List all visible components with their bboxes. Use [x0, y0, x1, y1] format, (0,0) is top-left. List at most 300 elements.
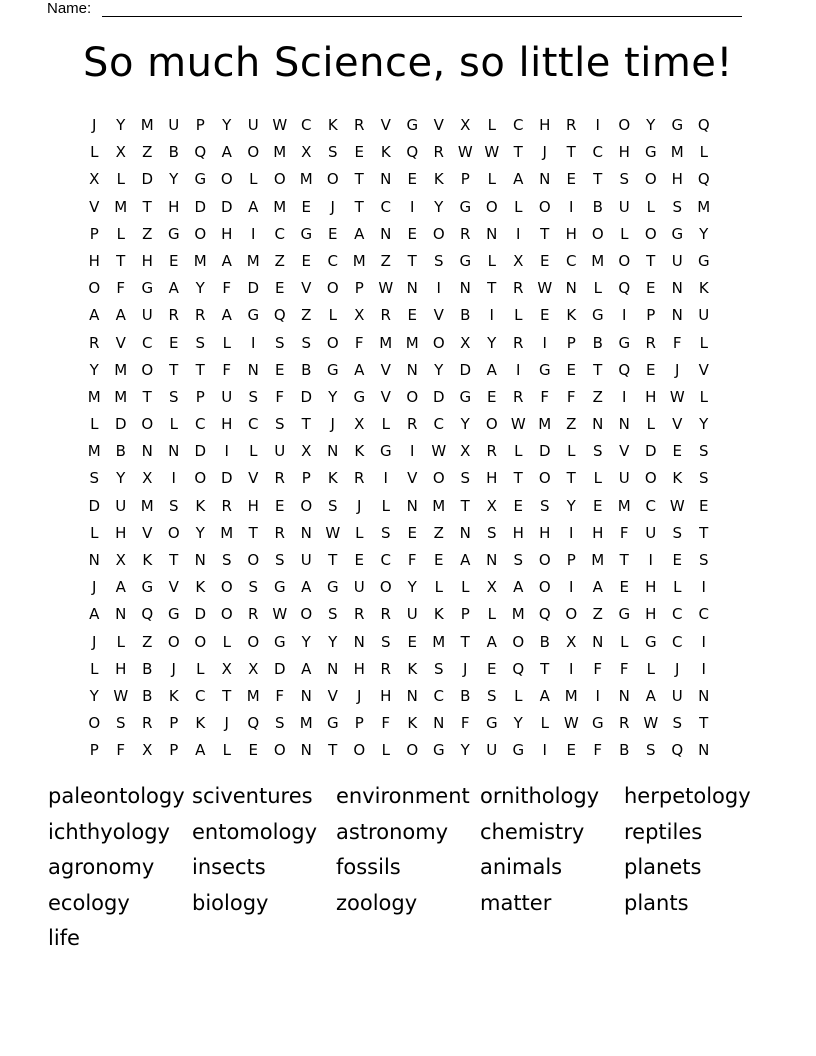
grid-letter: W — [457, 143, 473, 162]
grid-letter: L — [381, 496, 390, 515]
grid-letter: H — [645, 605, 657, 624]
grid-letter: O — [88, 279, 101, 298]
grid-letter: L — [381, 415, 390, 434]
grid-letter: G — [326, 578, 339, 597]
word-list-item: environment — [336, 784, 470, 808]
grid-letter: J — [357, 496, 362, 515]
grid-letter: O — [538, 578, 551, 597]
grid-letter: M — [564, 686, 578, 705]
grid-letter: B — [592, 197, 603, 216]
grid-letter: N — [592, 632, 604, 651]
grid-letter: S — [89, 469, 100, 488]
grid-letter: S — [592, 442, 603, 461]
grid-letter: V — [380, 387, 391, 406]
grid-letter: Z — [380, 251, 391, 270]
grid-letter: X — [89, 170, 100, 189]
grid-letter: L — [514, 306, 523, 325]
grid-letter: R — [380, 659, 391, 678]
grid-letter: S — [433, 659, 444, 678]
grid-letter: A — [486, 632, 497, 651]
grid-letter: C — [195, 415, 206, 434]
grid-letter: U — [486, 741, 498, 760]
grid-letter: M — [114, 360, 128, 379]
grid-letter: R — [248, 605, 259, 624]
grid-letter: S — [168, 387, 179, 406]
grid-letter: M — [246, 686, 260, 705]
grid-letter: C — [433, 415, 444, 434]
grid-letter: B — [460, 686, 471, 705]
grid-letter: C — [301, 116, 312, 134]
grid-letter: N — [592, 415, 604, 434]
grid-letter: G — [194, 170, 207, 189]
word-list-item: biology — [192, 890, 269, 915]
grid-letter: T — [354, 170, 364, 189]
grid-letter: H — [671, 170, 683, 189]
grid-letter: K — [433, 605, 444, 624]
grid-letter: I — [542, 333, 547, 352]
word-list-item: insects — [192, 855, 266, 879]
grid-letter: Z — [142, 143, 153, 162]
grid-letter: W — [537, 279, 553, 298]
grid-letter: M — [379, 333, 393, 352]
grid-letter: S — [274, 333, 285, 352]
grid-letter: E — [540, 306, 550, 325]
grid-letter: V — [142, 523, 153, 542]
grid-letter: G — [167, 605, 180, 624]
grid-letter: O — [220, 605, 233, 624]
grid-letter: L — [487, 170, 496, 189]
grid-letter: H — [512, 523, 524, 542]
grid-letter: H — [645, 387, 657, 406]
grid-letter: O — [591, 224, 604, 243]
grid-letter: E — [354, 551, 364, 569]
grid-letter: T — [407, 251, 417, 270]
grid-letter: M — [220, 523, 234, 542]
grid-letter: H — [618, 143, 630, 162]
grid-letter: S — [221, 551, 232, 569]
grid-letter: T — [487, 279, 497, 298]
grid-letter: E — [301, 251, 311, 270]
grid-letter: D — [459, 360, 472, 379]
grid-letter: O — [194, 469, 207, 488]
grid-letter: M — [273, 143, 287, 162]
grid-letter: A — [354, 360, 365, 379]
grid-letter: A — [115, 306, 126, 325]
grid-letter: O — [273, 170, 286, 189]
grid-letter: F — [116, 741, 126, 760]
grid-letter: S — [672, 197, 683, 216]
grid-letter: L — [620, 632, 629, 651]
grid-letter: D — [644, 442, 657, 461]
grid-letter: Q — [406, 143, 419, 162]
word-list-item: plants — [624, 890, 689, 915]
grid-letter: V — [407, 469, 418, 488]
grid-letter: A — [460, 551, 471, 569]
grid-letter: R — [619, 714, 630, 733]
grid-letter: R — [354, 116, 365, 134]
grid-letter: T — [513, 143, 523, 162]
grid-letter: E — [434, 551, 444, 569]
grid-letter: E — [407, 170, 417, 189]
grid-letter: E — [646, 279, 656, 298]
grid-letter: I — [516, 224, 521, 243]
grid-letter: L — [699, 143, 708, 162]
grid-letter: V — [89, 197, 100, 216]
grid-letter: G — [300, 224, 313, 243]
grid-letter: L — [355, 523, 364, 542]
grid-letter: R — [354, 469, 365, 488]
grid-letter: H — [115, 659, 127, 678]
grid-letter: G — [671, 116, 684, 134]
grid-letter: E — [487, 659, 497, 678]
grid-letter: W — [272, 116, 288, 134]
grid-letter: O — [538, 551, 551, 569]
grid-letter: K — [433, 170, 444, 189]
grid-letter: J — [542, 143, 547, 162]
grid-letter: M — [405, 333, 419, 352]
grid-letter: F — [222, 360, 232, 379]
grid-letter: K — [672, 469, 683, 488]
grid-letter: R — [274, 523, 285, 542]
grid-letter: X — [301, 143, 312, 162]
grid-letter: V — [433, 306, 444, 325]
grid-letter: H — [247, 496, 259, 515]
grid-letter: Y — [195, 523, 205, 542]
grid-letter: L — [699, 387, 708, 406]
grid-letter: J — [330, 415, 335, 434]
grid-letter: O — [88, 714, 101, 733]
grid-letter: G — [697, 251, 710, 270]
grid-letter: Y — [646, 116, 656, 134]
page-title: So much Science, so little time! — [83, 40, 733, 86]
grid-letter: W — [113, 686, 129, 705]
grid-letter: P — [169, 741, 179, 760]
grid-letter: H — [221, 415, 233, 434]
grid-letter: T — [540, 659, 550, 678]
grid-letter: Y — [116, 469, 126, 488]
grid-letter: C — [566, 251, 577, 270]
grid-letter: O — [194, 224, 207, 243]
grid-letter: G — [538, 360, 551, 379]
grid-letter: X — [115, 143, 126, 162]
grid-letter: M — [140, 116, 154, 134]
grid-letter: K — [380, 143, 391, 162]
grid-letter: E — [275, 496, 285, 515]
grid-letter: T — [699, 523, 709, 542]
grid-letter: W — [272, 605, 288, 624]
grid-letter: E — [540, 251, 550, 270]
grid-letter: U — [353, 578, 365, 597]
grid-letter: T — [195, 360, 205, 379]
grid-letter: M — [299, 714, 313, 733]
grid-letter: T — [142, 197, 152, 216]
grid-letter: E — [328, 224, 338, 243]
grid-letter: T — [566, 143, 576, 162]
grid-letter: W — [484, 143, 500, 162]
grid-letter: W — [669, 387, 685, 406]
grid-letter: K — [195, 714, 206, 733]
grid-letter: M — [87, 442, 101, 461]
grid-letter: O — [432, 224, 445, 243]
grid-letter: B — [539, 632, 550, 651]
grid-letter: Y — [89, 686, 99, 705]
word-list-item: ichthyology — [48, 819, 170, 844]
name-label: Name: — [47, 0, 92, 17]
grid-letter: T — [566, 469, 576, 488]
grid-letter: N — [327, 659, 339, 678]
grid-letter: O — [141, 360, 154, 379]
grid-letter: S — [672, 523, 683, 542]
grid-letter: X — [248, 659, 259, 678]
grid-letter: G — [379, 442, 392, 461]
grid-letter: N — [406, 279, 418, 298]
grid-letter: R — [195, 306, 206, 325]
grid-letter: S — [539, 496, 550, 515]
grid-letter: V — [433, 116, 444, 134]
grid-letter: A — [221, 143, 232, 162]
grid-letter: J — [330, 197, 335, 216]
grid-letter: A — [486, 360, 497, 379]
grid-letter: X — [115, 551, 126, 569]
grid-letter: S — [115, 714, 126, 733]
grid-letter: G — [141, 279, 154, 298]
grid-letter: M — [697, 197, 711, 216]
grid-letter: S — [274, 551, 285, 569]
grid-letter: T — [169, 360, 179, 379]
grid-letter: I — [701, 659, 706, 678]
grid-letter: O — [485, 415, 498, 434]
grid-letter: D — [194, 605, 207, 624]
grid-letter: Y — [434, 360, 444, 379]
grid-letter: P — [566, 333, 576, 352]
grid-letter: T — [116, 251, 126, 270]
grid-letter: Y — [487, 333, 497, 352]
grid-letter: K — [142, 551, 153, 569]
grid-letter: C — [327, 251, 338, 270]
grid-letter: N — [380, 224, 392, 243]
grid-letter: F — [619, 659, 629, 678]
grid-letter: E — [593, 496, 603, 515]
grid-letter: R — [645, 333, 656, 352]
grid-letter: X — [460, 333, 471, 352]
grid-letter: B — [460, 306, 471, 325]
grid-letter: D — [247, 279, 260, 298]
grid-letter: S — [513, 551, 524, 569]
grid-letter: U — [300, 551, 312, 569]
word-list-item: herpetology — [624, 784, 751, 808]
grid-letter: O — [141, 415, 154, 434]
grid-letter: I — [410, 197, 415, 216]
grid-letter: N — [698, 686, 710, 705]
grid-letter: E — [407, 632, 417, 651]
grid-letter: S — [486, 523, 497, 542]
grid-letter: I — [569, 578, 574, 597]
grid-letter: U — [671, 251, 683, 270]
grid-letter: A — [89, 306, 100, 325]
grid-letter: Y — [222, 116, 232, 134]
grid-letter: A — [248, 197, 259, 216]
grid-letter: N — [433, 714, 445, 733]
grid-letter: M — [432, 632, 446, 651]
grid-letter: R — [380, 306, 391, 325]
grid-letter: X — [460, 442, 471, 461]
grid-letter: H — [645, 578, 657, 597]
grid-letter: G — [644, 143, 657, 162]
grid-letter: Z — [433, 523, 444, 542]
grid-letter: I — [701, 578, 706, 597]
grid-letter: V — [301, 279, 312, 298]
grid-letter: E — [646, 360, 656, 379]
grid-letter: M — [511, 605, 525, 624]
grid-letter: L — [116, 170, 125, 189]
grid-letter: I — [569, 197, 574, 216]
grid-letter: B — [592, 333, 603, 352]
word-list-item: zoology — [336, 890, 418, 915]
grid-letter: I — [171, 469, 176, 488]
grid-letter: S — [327, 605, 338, 624]
grid-letter: X — [354, 306, 365, 325]
grid-letter: L — [116, 224, 125, 243]
grid-letter: X — [460, 116, 471, 134]
grid-letter: E — [672, 551, 682, 569]
grid-letter: R — [460, 224, 471, 243]
grid-letter: Y — [301, 632, 311, 651]
grid-letter: N — [141, 442, 153, 461]
grid-letter: Y — [169, 170, 179, 189]
grid-letter: Q — [618, 279, 631, 298]
grid-letter: K — [327, 116, 338, 134]
grid-letter: M — [538, 415, 552, 434]
grid-letter: L — [461, 578, 470, 597]
grid-letter: X — [142, 469, 153, 488]
grid-letter: H — [565, 224, 577, 243]
grid-letter: R — [486, 442, 497, 461]
grid-letter: M — [591, 251, 605, 270]
grid-letter: G — [326, 714, 339, 733]
grid-letter: L — [514, 197, 523, 216]
grid-letter: N — [618, 415, 630, 434]
grid-letter: G — [671, 224, 684, 243]
grid-letter: N — [88, 551, 100, 569]
grid-letter: M — [591, 551, 605, 569]
grid-letter: L — [222, 333, 231, 352]
grid-letter: R — [566, 116, 577, 134]
grid-letter: N — [698, 741, 710, 760]
grid-letter: J — [463, 659, 468, 678]
grid-letter: I — [701, 632, 706, 651]
grid-letter: O — [247, 551, 260, 569]
grid-letter: T — [593, 360, 603, 379]
grid-letter: L — [646, 197, 655, 216]
grid-letter: V — [168, 578, 179, 597]
grid-letter: L — [90, 659, 99, 678]
grid-letter: L — [646, 415, 655, 434]
grid-letter: W — [643, 714, 659, 733]
grid-letter: D — [220, 197, 233, 216]
grid-letter: N — [459, 523, 471, 542]
grid-letter: J — [224, 714, 229, 733]
grid-letter: U — [221, 387, 233, 406]
grid-letter: G — [406, 116, 419, 134]
grid-letter: N — [194, 551, 206, 569]
word-list-item: ecology — [48, 890, 130, 915]
grid-letter: L — [249, 170, 258, 189]
grid-letter: L — [116, 632, 125, 651]
grid-letter: W — [510, 415, 526, 434]
grid-letter: L — [646, 659, 655, 678]
grid-letter: Y — [566, 496, 576, 515]
grid-letter: I — [569, 659, 574, 678]
grid-letter: N — [406, 686, 418, 705]
grid-letter: M — [617, 496, 631, 515]
grid-letter: N — [539, 170, 551, 189]
grid-letter: Q — [697, 116, 710, 134]
grid-letter: X — [221, 659, 232, 678]
grid-letter: S — [168, 496, 179, 515]
grid-letter: X — [566, 632, 577, 651]
grid-letter: E — [487, 387, 497, 406]
grid-letter: S — [301, 333, 312, 352]
grid-letter: A — [301, 578, 312, 597]
grid-letter: W — [563, 714, 579, 733]
grid-letter: X — [486, 578, 497, 597]
grid-letter: T — [222, 686, 232, 705]
word-list-item: ornithology — [480, 784, 600, 808]
grid-letter: G — [485, 714, 498, 733]
grid-letter: G — [432, 741, 445, 760]
grid-letter: F — [222, 279, 232, 298]
grid-letter: N — [115, 605, 127, 624]
grid-letter: O — [618, 116, 631, 134]
grid-letter: U — [406, 605, 418, 624]
grid-letter: N — [618, 686, 630, 705]
grid-letter: H — [353, 659, 365, 678]
word-list-item: fossils — [336, 855, 401, 879]
grid-letter: Q — [247, 714, 260, 733]
grid-letter: C — [698, 605, 709, 624]
grid-letter: L — [222, 632, 231, 651]
grid-letter: G — [459, 251, 472, 270]
grid-letter: P — [195, 116, 205, 134]
grid-letter: L — [540, 714, 549, 733]
grid-letter: F — [275, 686, 285, 705]
grid-letter: R — [513, 387, 524, 406]
grid-letter: E — [248, 741, 258, 760]
grid-letter: V — [248, 469, 259, 488]
grid-letter: P — [195, 387, 205, 406]
grid-letter: N — [459, 279, 471, 298]
grid-letter: L — [169, 415, 178, 434]
grid-letter: I — [622, 306, 627, 325]
grid-letter: T — [301, 415, 311, 434]
grid-letter: P — [89, 741, 99, 760]
grid-letter: X — [486, 496, 497, 515]
grid-letter: C — [672, 632, 683, 651]
grid-letter: F — [593, 659, 603, 678]
grid-letter: H — [168, 197, 180, 216]
grid-letter: F — [381, 714, 391, 733]
grid-letter: W — [378, 279, 394, 298]
grid-letter: D — [194, 197, 207, 216]
grid-letter: O — [432, 333, 445, 352]
grid-letter: U — [618, 197, 630, 216]
grid-letter: H — [88, 251, 100, 270]
grid-letter: I — [595, 116, 600, 134]
grid-letter: O — [512, 632, 525, 651]
word-list-item: reptiles — [624, 819, 703, 844]
grid-letter: U — [671, 686, 683, 705]
grid-letter: C — [672, 605, 683, 624]
